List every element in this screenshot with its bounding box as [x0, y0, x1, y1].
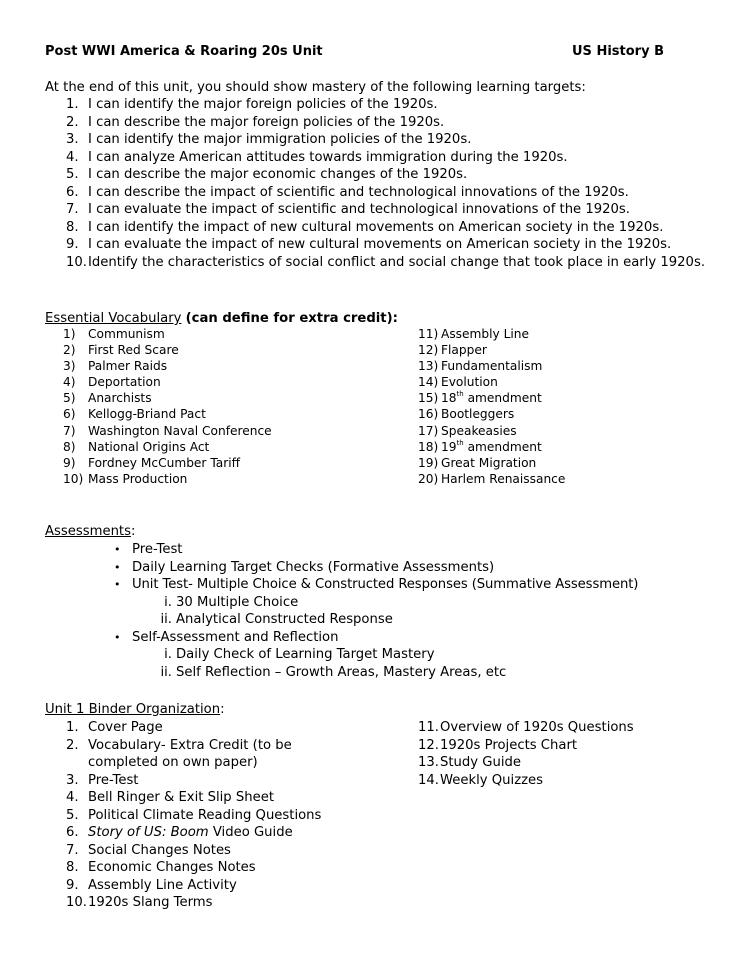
list-item: • Unit Test- Multiple Choice & Constructed Responses (Summative Assessment): [114, 577, 639, 592]
list-item: 1. Cover Page: [66, 720, 163, 735]
binder-list-left: [66, 719, 366, 912]
sub-list-item: i. Daily Check of Learning Target Mastery: [164, 647, 435, 662]
list-item: • Daily Learning Target Checks (Formative Assessments): [114, 559, 495, 575]
list-item: 9. I can evaluate the impact of new cultural movements on American society in the 1920s.: [66, 237, 672, 252]
vocab-item: 17) Speakeasies: [418, 423, 517, 438]
bullet-icon: •: [114, 543, 121, 556]
sub-list-item: ii. Analytical Constructed Response: [160, 612, 393, 627]
bullet-icon: •: [114, 578, 121, 591]
vocab-item: 8) National Origins Act: [63, 439, 210, 454]
vocab-item: 6) Kellogg-Briand Pact: [63, 407, 206, 422]
vocab-item: 14) Evolution: [418, 375, 498, 390]
vocab-item: 12) Flapper: [418, 343, 487, 358]
vocab-item: 7) Washington Naval Conference: [63, 423, 272, 438]
list-item: 5. I can describe the major economic changes of the 1920s.: [66, 167, 468, 182]
list-item: 4. Bell Ringer & Exit Slip Sheet: [66, 790, 274, 805]
vocab-item: 16) Bootleggers: [418, 407, 515, 422]
vocab-item: 2) First Red Scare: [63, 343, 179, 358]
vocab-item: 5) Anarchists: [63, 391, 152, 406]
list-item: 3. I can identify the major immigration policies of the 1920s.: [66, 132, 472, 147]
vocab-item: 4) Deportation: [63, 375, 161, 390]
list-item: 14. Weekly Quizzes: [418, 772, 544, 788]
bullet-icon: •: [114, 560, 121, 574]
vocab-item: 15) 18th amendment: [418, 390, 542, 406]
list-item: 4. I can analyze American attitudes towards immigration during the 1920s.: [66, 149, 568, 165]
intro-text: At the end of this unit, you should show mastery of the following learning targets:: [45, 80, 586, 95]
binder-list-right: [418, 719, 718, 789]
vocab-item: 13) Fundamentalism: [418, 359, 543, 374]
vocab-item: 10) Mass Production: [63, 471, 188, 486]
vocab-item: 1) Communism: [63, 327, 165, 341]
list-item: • Pre-Test: [114, 542, 183, 557]
list-item: 5. Political Climate Reading Questions: [66, 807, 322, 823]
list-item: 6. Story of US: Boom Video Guide: [66, 825, 293, 840]
vocab-item: 20) Harlem Renaissance: [418, 471, 566, 486]
list-item: 3. Pre-Test: [66, 772, 139, 788]
list-item: 2. Vocabulary- Extra Credit (to be: [66, 737, 292, 753]
list-item: 2. I can describe the major foreign policies of the 1920s.: [66, 114, 445, 130]
vocab-item: 9) Fordney McCumber Tariff: [63, 455, 241, 470]
list-item: completed on own paper): [88, 755, 258, 770]
bullet-icon: •: [114, 630, 121, 644]
list-item: 1. I can identify the major foreign policies of the 1920s.: [66, 97, 438, 112]
assessments-list: [114, 541, 734, 681]
list-item: 7. Social Changes Notes: [66, 842, 231, 858]
binder-heading: Unit 1 Binder Organization:: [45, 702, 225, 717]
list-item: 7. I can evaluate the impact of scientific and technological innovations of the 1920s.: [66, 202, 630, 217]
list-item: 10. 1920s Slang Terms: [66, 895, 213, 910]
list-item: • Self-Assessment and Reflection: [114, 629, 339, 645]
course-name: US History B: [572, 44, 664, 59]
list-item: 8. I can identify the impact of new cultural movements on American society in the 1920s.: [66, 219, 664, 235]
unit-title: Post WWI America & Roaring 20s Unit: [45, 44, 323, 59]
sub-list-item: ii. Self Reflection – Growth Areas, Mastery Areas, etc: [160, 664, 507, 680]
list-item: 6. I can describe the impact of scientific and technological innovations of the 1920s.: [66, 184, 629, 200]
list-item: 11. Overview of 1920s Questions: [418, 720, 634, 735]
learning-targets-list: [66, 96, 726, 271]
sub-list-item: i. 30 Multiple Choice: [164, 594, 299, 610]
list-item: 8. Economic Changes Notes: [66, 860, 256, 875]
list-item: 10. Identify the characteristics of social conflict and social change that took place in early 1920s.: [66, 254, 706, 270]
list-item: 9. Assembly Line Activity: [66, 877, 237, 893]
vocabulary-list-left: [63, 326, 363, 487]
vocab-item: 19) Great Migration: [418, 455, 537, 470]
vocabulary-heading: Essential Vocabulary (can define for extra credit):: [45, 311, 398, 326]
vocab-item: 11) Assembly Line: [418, 327, 530, 341]
vocab-item: 18) 19th amendment: [418, 438, 542, 454]
list-item: 12. 1920s Projects Chart: [418, 737, 578, 753]
assessments-heading: Assessments:: [45, 524, 136, 539]
vocabulary-list-right: [418, 326, 668, 487]
list-item: 13. Study Guide: [418, 755, 521, 770]
vocab-item: 3) Palmer Raids: [63, 359, 168, 374]
